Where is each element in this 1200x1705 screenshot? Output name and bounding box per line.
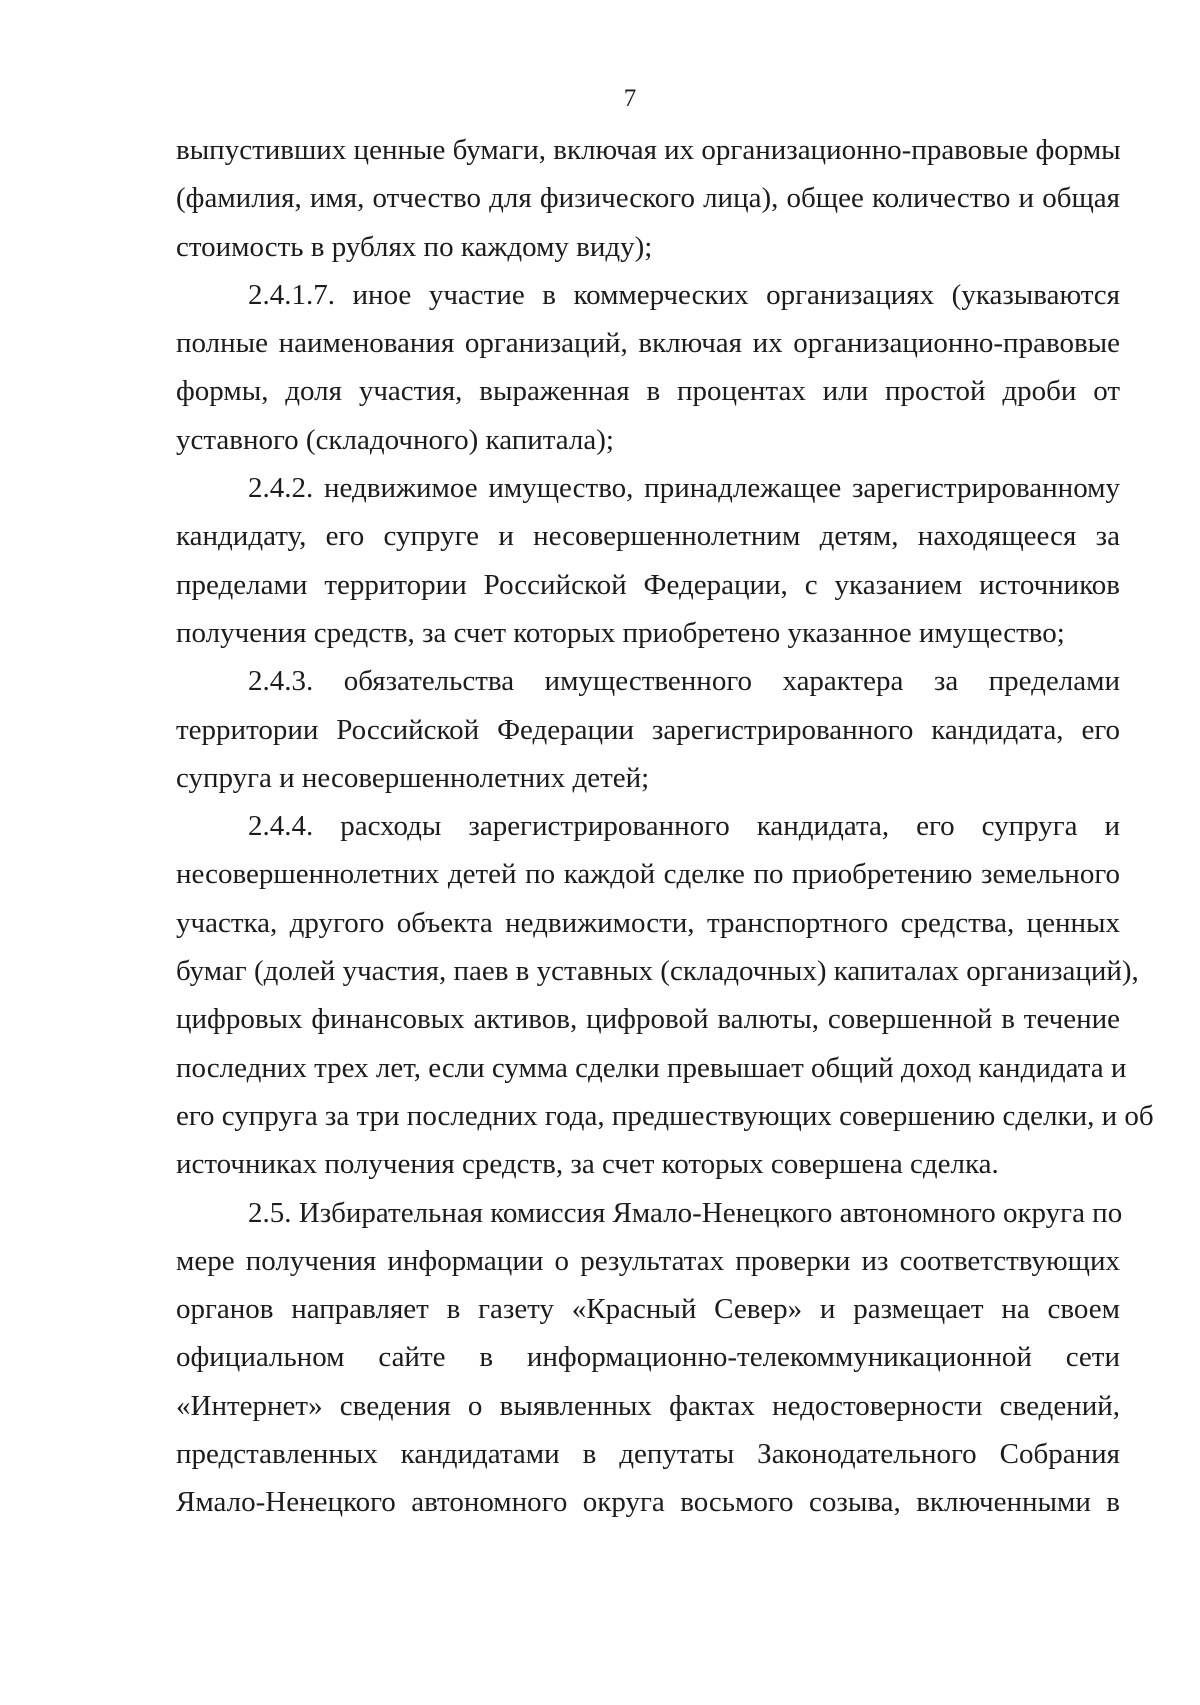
text-line: цифровых финансовых активов, цифровой валюты, совершенной в течение: [176, 1003, 1120, 1036]
text-line: территории Российской Федерации зарегистрированного кандидата, его: [176, 713, 1120, 746]
text-line: кандидату, его супруге и несовершеннолетним детям, находящееся за: [176, 520, 1120, 553]
text-line: последних трех лет, если сумма сделки превышает общий доход кандидата и: [176, 1051, 1127, 1084]
text-line: представленных кандидатами в депутаты Законодательного Собрания: [176, 1438, 1120, 1471]
text-line: официальном сайте в информационно-телекоммуникационной сети: [176, 1341, 1120, 1374]
text-line: стоимость в рублях по каждому виду);: [176, 230, 653, 263]
document-body: [176, 126, 1154, 1527]
page-number: 7: [623, 85, 637, 112]
text-line: уставного (складочного) капитала);: [176, 423, 614, 456]
text-line: 2.4.3. обязательства имущественного характера за пределами: [248, 665, 1120, 698]
text-line: полные наименования организаций, включая их организационно-правовые: [176, 327, 1120, 360]
text-line: получения средств, за счет которых приобретено указанное имущество;: [176, 616, 1065, 649]
text-line: «Интернет» сведения о выявленных фактах недостоверности сведений,: [176, 1389, 1120, 1422]
text-line: участка, другого объекта недвижимости, транспортного средства, ценных: [176, 906, 1120, 939]
text-line: несовершеннолетних детей по каждой сделке по приобретению земельного: [176, 858, 1120, 891]
text-line: бумаг (долей участия, паев в уставных (складочных) капиталах организаций),: [176, 955, 1139, 988]
text-line: источниках получения средств, за счет которых совершена сделка.: [176, 1148, 999, 1181]
text-line: выпустивших ценные бумаги, включая их организационно-правовые формы: [176, 134, 1121, 166]
text-line: формы, доля участия, выраженная в процентах или простой дроби от: [176, 375, 1120, 408]
text-line: его супруга за три последних года, предшествующих совершению сделки, и об: [176, 1099, 1154, 1132]
text-line: пределами территории Российской Федерации, с указанием источников: [176, 568, 1120, 601]
text-line: Ямало-Ненецкого автономного округа восьмого созыва, включенными в: [176, 1486, 1120, 1519]
text-line: (фамилия, имя, отчество для физического лица), общее количество и общая: [176, 182, 1120, 215]
text-line: супруга и несовершеннолетних детей;: [176, 761, 650, 794]
text-line: 2.4.4. расходы зарегистрированного кандидата, его супруга и: [248, 810, 1120, 843]
text-line: 2.4.2. недвижимое имущество, принадлежащее зарегистрированному: [248, 472, 1120, 505]
text-line: 2.5. Избирательная комиссия Ямало-Ненецкого автономного округа по: [248, 1196, 1123, 1229]
text-line: органов направляет в газету «Красный Север» и размещает на своем: [176, 1293, 1120, 1326]
text-line: 2.4.1.7. иное участие в коммерческих организациях (указываются: [248, 278, 1120, 311]
text-line: мере получения информации о результатах проверки из соответствующих: [176, 1244, 1120, 1277]
